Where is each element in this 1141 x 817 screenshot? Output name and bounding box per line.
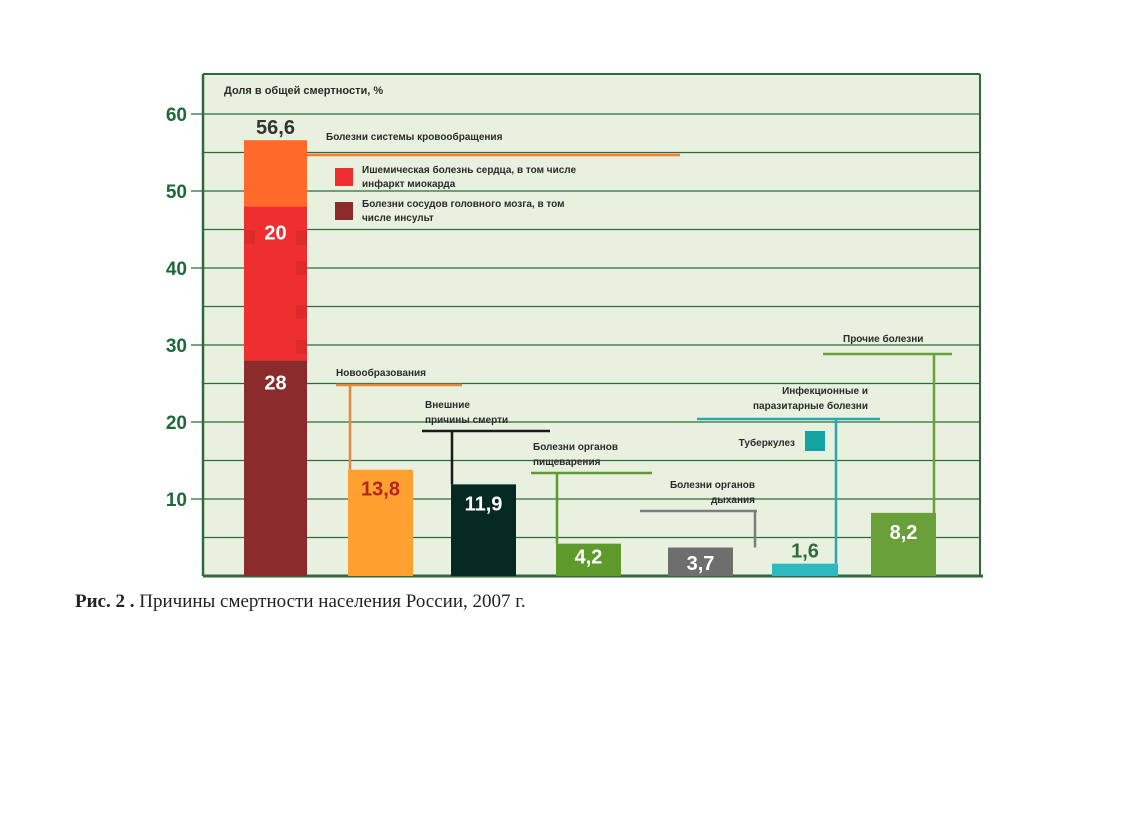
y-tick-label: 40 — [165, 259, 187, 280]
stack-texture-block — [296, 261, 307, 275]
y-tick-label: 20 — [165, 413, 187, 434]
legend-label-line: Болезни сосудов головного мозга, в том — [362, 199, 565, 210]
stack-segment-label: 20 — [264, 222, 287, 245]
bar-name-label: дыхания — [710, 495, 755, 506]
y-tick-label: 10 — [165, 490, 187, 511]
bar-value-label: 3,7 — [686, 553, 715, 575]
bar-value-label: 8,2 — [889, 521, 918, 544]
legend-swatch — [335, 168, 353, 186]
y-tick-label: 50 — [165, 182, 187, 203]
bar-name-label: Прочие болезни — [843, 334, 924, 345]
bar-name-label: причины смерти — [425, 415, 509, 426]
y-axis-title: Доля в общей смертности, % — [224, 85, 384, 97]
legend-label-line: Ишемическая болезнь сердца, в том числе — [362, 165, 577, 176]
stack-texture-block — [244, 230, 255, 244]
caption-number: Рис. 2 . — [75, 591, 135, 612]
stack-texture-block — [296, 231, 307, 245]
bar-name-label: Болезни органов — [669, 480, 755, 491]
bar-sub-label: Туберкулез — [738, 438, 795, 449]
caption-text: Причины смертности населения России, 2007 г. — [134, 591, 526, 612]
bar-name-label: Болезни органов — [533, 442, 619, 453]
y-tick-label: 60 — [165, 105, 187, 126]
bar-value-label: 4,2 — [574, 546, 603, 569]
legend-swatch — [335, 202, 353, 220]
stack-segment-label: 28 — [264, 372, 287, 395]
plot-area — [203, 74, 980, 576]
legend-label-line: числе инсульт — [362, 213, 434, 224]
stack-segment-remainder — [244, 140, 307, 206]
bar-value-label: 1,6 — [791, 540, 819, 563]
bar-name-label: паразитарные болезни — [753, 401, 868, 412]
stack-texture-block — [296, 340, 307, 354]
bar-value-label: 13,8 — [361, 478, 400, 501]
bar — [772, 564, 838, 576]
stack-texture-block — [296, 305, 307, 319]
bar-sub-swatch — [805, 431, 825, 451]
bar-name-label: Инфекционные и — [782, 386, 868, 397]
y-axis — [166, 105, 187, 511]
figure-caption — [75, 591, 526, 613]
legend-label-line: инфаркт миокарда — [362, 179, 456, 190]
bar-name-label: Новообразования — [336, 368, 426, 379]
bar-value-label: 11,9 — [464, 493, 503, 516]
y-tick-label: 30 — [165, 336, 187, 357]
stack-total-label: 56,6 — [256, 117, 295, 140]
bar-name-label: Внешние — [425, 400, 470, 411]
bar-name-label: пищеварения — [533, 457, 601, 468]
plot-background — [203, 74, 980, 576]
stack-title: Болезни системы кровообращения — [326, 132, 503, 143]
